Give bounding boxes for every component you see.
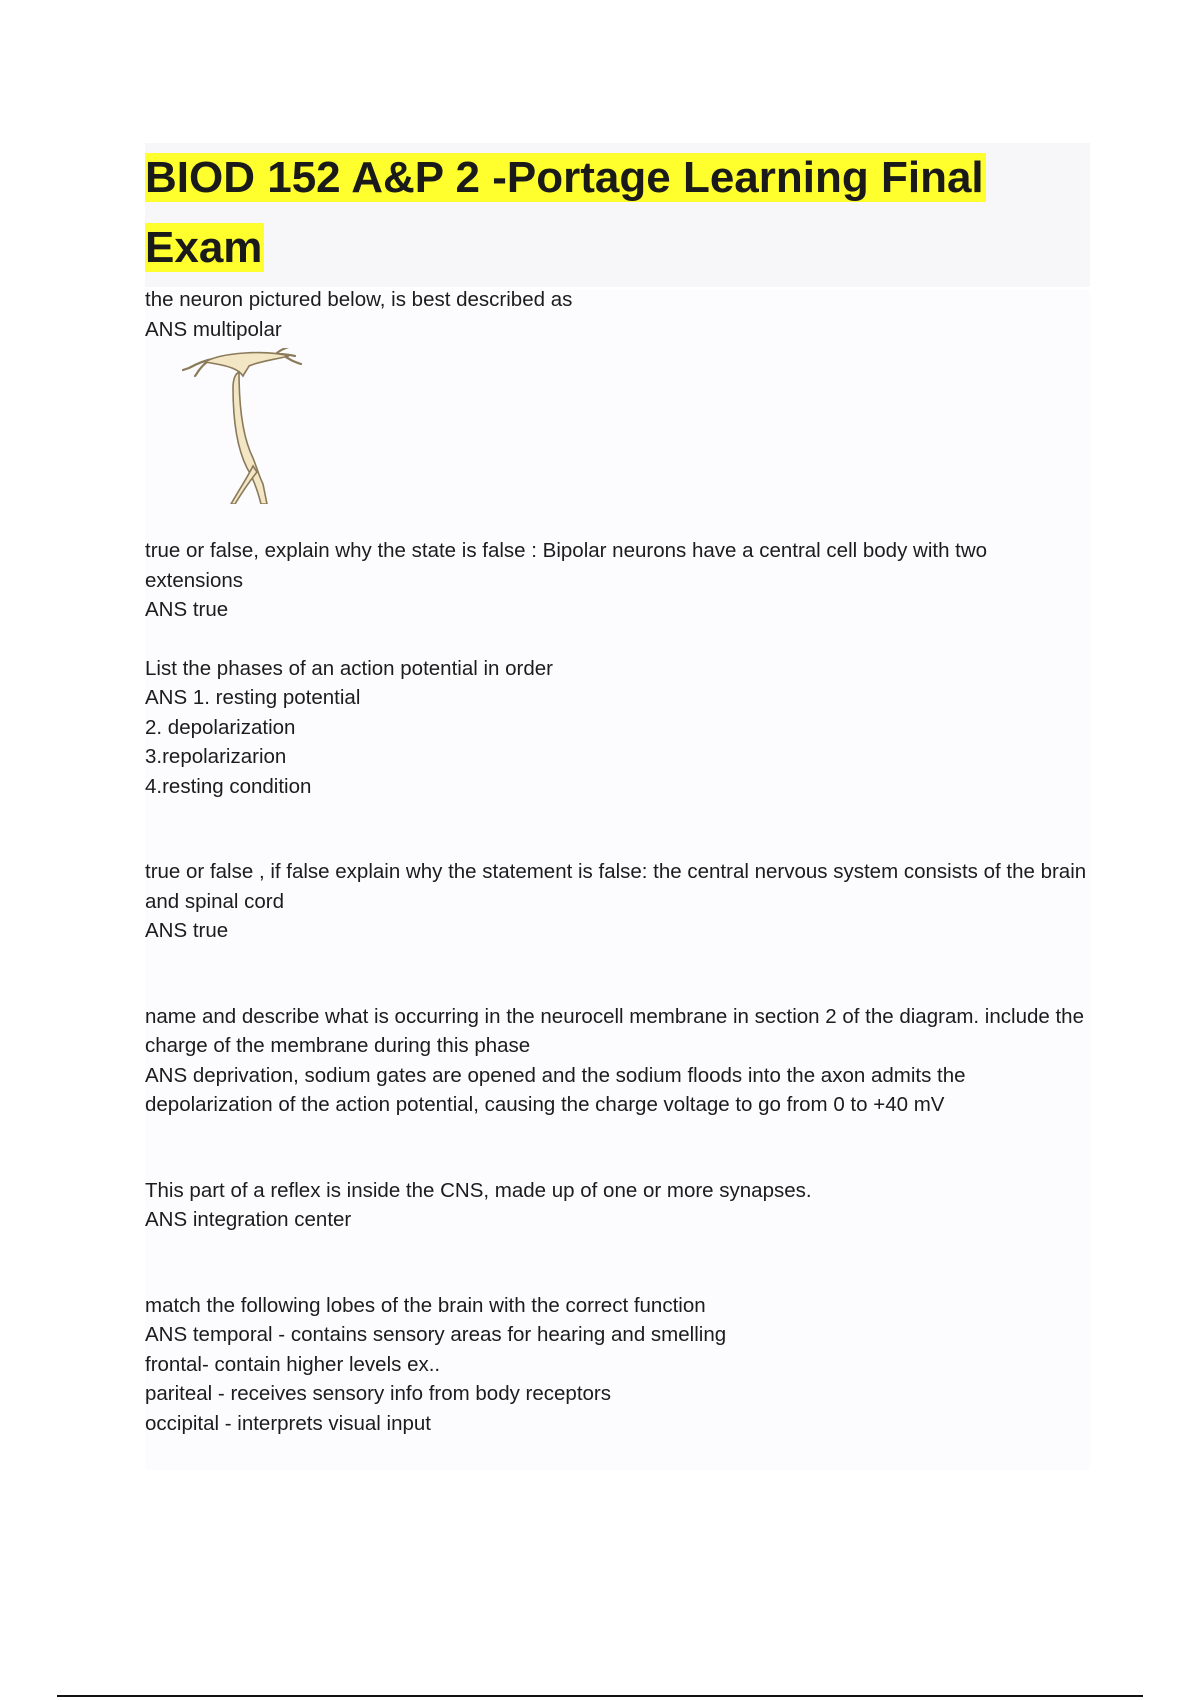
answer-text: 2. depolarization — [145, 715, 296, 739]
answer-text: ANS temporal - contains sensory areas for hearing and smelling — [145, 1323, 727, 1346]
answer-text: ANS integration center — [145, 1208, 352, 1231]
answer-text: ANS true — [145, 919, 229, 942]
question-text: true or false, explain why the state is false : Bipolar neurons have a central cell body with two extensions — [145, 539, 988, 592]
answer-text: 3.repolarizarion — [145, 745, 287, 768]
title-highlight: BIOD 152 A&P 2 -Portage Learning Final Exam — [145, 153, 984, 272]
neuron-cell-body — [205, 353, 289, 376]
qa-item — [145, 857, 1090, 946]
page-title — [145, 143, 1090, 283]
question-text: true or false , if false explain why the statement is false: the central nervous system consists of the brain and spinal cord — [145, 860, 1087, 913]
footer-rule — [57, 1695, 1143, 1697]
qa-item — [145, 536, 1090, 625]
answer-text: 4.resting condition — [145, 774, 312, 798]
qa-item — [145, 285, 1090, 504]
qa-item — [145, 654, 1090, 802]
question-text: This part of a reflex is inside the CNS, made up of one or more synapses. — [145, 1178, 812, 1202]
answer-text: frontal- contain higher levels ex.. — [145, 1352, 441, 1376]
qa-item — [145, 1176, 1090, 1235]
question-text: the neuron pictured below, is best described as — [145, 288, 573, 311]
qa-item — [145, 1002, 1090, 1120]
answer-text: ANS 1. resting potential — [145, 686, 361, 709]
qa-content — [145, 285, 1090, 1438]
neuron-axon — [233, 372, 267, 504]
answer-text: occipital - interprets visual input — [145, 1411, 431, 1435]
neuron-illustration — [177, 348, 327, 504]
question-text: match the following lobes of the brain with the correct function — [145, 1293, 706, 1317]
question-text: name and describe what is occurring in the neurocell membrane in section 2 of the diagram. include the charge of the membrane during this phase — [145, 1004, 1084, 1057]
neuron-axon-terminal — [231, 466, 257, 504]
title-block — [145, 143, 1090, 287]
question-text: List the phases of an action potential in order — [145, 656, 553, 680]
answer-text: ANS true — [145, 598, 229, 621]
answer-text: ANS deprivation, sodium gates are opened and the sodium floods into the axon admits the depolarization of the action potential, causing the charge voltage to go from 0 to +40 mV — [145, 1063, 966, 1116]
answer-text: ANS multipolar — [145, 317, 282, 341]
answer-text: pariteal - receives sensory info from body receptors — [145, 1382, 612, 1405]
qa-item — [145, 1291, 1090, 1439]
